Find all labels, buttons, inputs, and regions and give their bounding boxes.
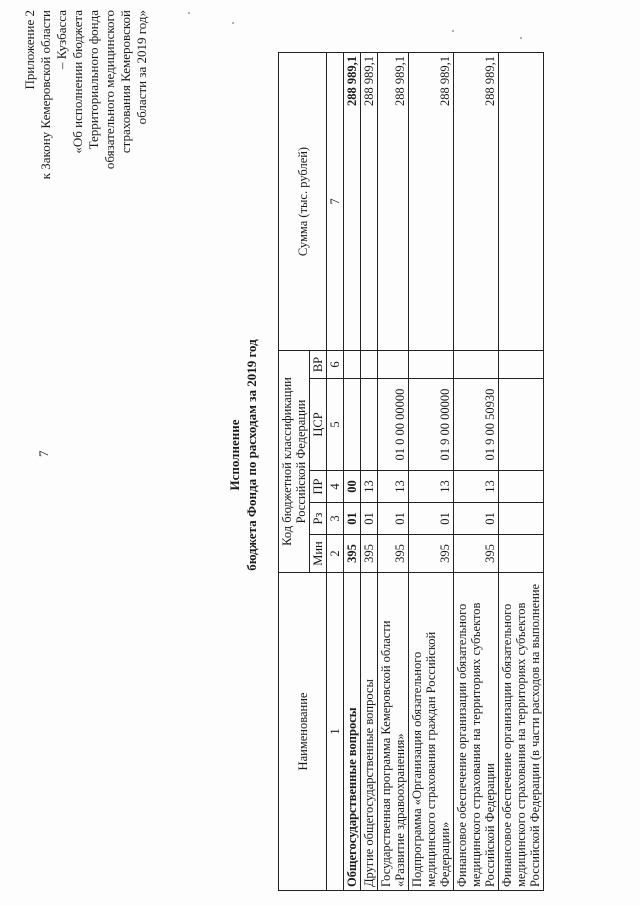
- title-line-2: бюджета Фонда по расходам за 2019 год: [244, 339, 259, 571]
- row-rz: [499, 503, 544, 535]
- appendix-line: области за 2019 год»: [134, 10, 149, 125]
- row-sum: 288 989,1: [378, 53, 409, 351]
- row-rz: 01: [344, 503, 361, 535]
- header-name: Наименование: [279, 573, 327, 891]
- row-name: Другие общегосударственные вопросы: [361, 573, 378, 891]
- header-rz: Рз: [310, 503, 327, 535]
- appendix-line: Приложение 2: [22, 10, 37, 90]
- row-rz: 01: [454, 503, 499, 535]
- row-pr: [499, 471, 544, 503]
- row-pr: 00: [344, 471, 361, 503]
- table-row: [409, 53, 454, 891]
- row-rz: 01: [361, 503, 378, 535]
- row-csr: [361, 379, 378, 471]
- row-vr: [409, 351, 454, 379]
- title-line-1: Исполнение: [227, 419, 242, 491]
- appendix-line: Территориального фонда: [86, 10, 101, 150]
- row-pr: 13: [361, 471, 378, 503]
- index-cell: 1: [327, 573, 344, 891]
- row-min: 395: [378, 535, 409, 573]
- row-sum: 288 989,1: [454, 53, 499, 351]
- row-min: 395: [361, 535, 378, 573]
- row-rz: 01: [409, 503, 454, 535]
- row-name: Финансовое обеспечение организации обязательного медицинского страхования на территориях субъектов Российской Федерации (в части расходов на выполнение: [499, 573, 544, 891]
- index-cell: 7: [327, 53, 344, 351]
- index-cell: 3: [327, 503, 344, 535]
- row-pr: 13: [378, 471, 409, 503]
- row-vr: [378, 351, 409, 379]
- row-name: Финансовое обеспечение организации обязательного медицинского страхования на территориях субъектов Российской Федерации: [454, 573, 499, 891]
- row-csr: [344, 379, 361, 471]
- row-name: Общегосударственные вопросы: [344, 573, 361, 891]
- header-sum: Сумма (тыс. рублей): [279, 53, 327, 351]
- row-csr: 01 9 00 00000: [409, 379, 454, 471]
- budget-table: [278, 52, 544, 891]
- appendix-line: «Об исполнении бюджета: [70, 10, 85, 154]
- row-name: Подпрограмма «Организация обязательного медицинского страхования граждан Российской Федерации»: [409, 573, 454, 891]
- header-csr: ЦСР: [310, 379, 327, 471]
- row-vr: [499, 351, 544, 379]
- header-min: Мин: [310, 535, 327, 573]
- row-pr: 13: [409, 471, 454, 503]
- row-min: [499, 535, 544, 573]
- appendix-line: к Закону Кемеровской области – Кузбасса: [38, 10, 69, 180]
- document-title: [226, 305, 260, 605]
- header-vr: ВР: [310, 351, 327, 379]
- header-code-group: Код бюджетной классификации Российской Федерации: [279, 351, 310, 573]
- index-cell: 6: [327, 351, 344, 379]
- appendix-line: обязательного медицинского: [102, 10, 117, 170]
- row-vr: [454, 351, 499, 379]
- row-min: 395: [454, 535, 499, 573]
- index-cell: 5: [327, 379, 344, 471]
- row-min: 395: [409, 535, 454, 573]
- page-number: 7: [36, 450, 51, 457]
- table-row: [361, 53, 378, 891]
- row-sum: 288 989,1: [344, 53, 361, 351]
- column-index-row: [327, 53, 344, 891]
- appendix-line: страхования Кемеровской: [118, 10, 133, 154]
- table-row: [344, 53, 361, 891]
- row-min: 395: [344, 535, 361, 573]
- table-row: [499, 53, 544, 891]
- row-vr: [344, 351, 361, 379]
- row-pr: 13: [454, 471, 499, 503]
- row-csr: [499, 379, 544, 471]
- row-vr: [361, 351, 378, 379]
- header-row: [279, 53, 310, 891]
- row-sum: [499, 53, 544, 351]
- row-csr: 01 0 00 00000: [378, 379, 409, 471]
- row-sum: 288 989,1: [409, 53, 454, 351]
- row-rz: 01: [378, 503, 409, 535]
- table-row: [378, 53, 409, 891]
- appendix-note: [22, 10, 150, 185]
- row-name: Государственная программа Кемеровской области «Развитие здравоохранения»: [378, 573, 409, 891]
- row-sum: 288 989,1: [361, 53, 378, 351]
- row-csr: 01 9 00 50930: [454, 379, 499, 471]
- header-pr: ПР: [310, 471, 327, 503]
- index-cell: 4: [327, 471, 344, 503]
- table-row: [454, 53, 499, 891]
- index-cell: 2: [327, 535, 344, 573]
